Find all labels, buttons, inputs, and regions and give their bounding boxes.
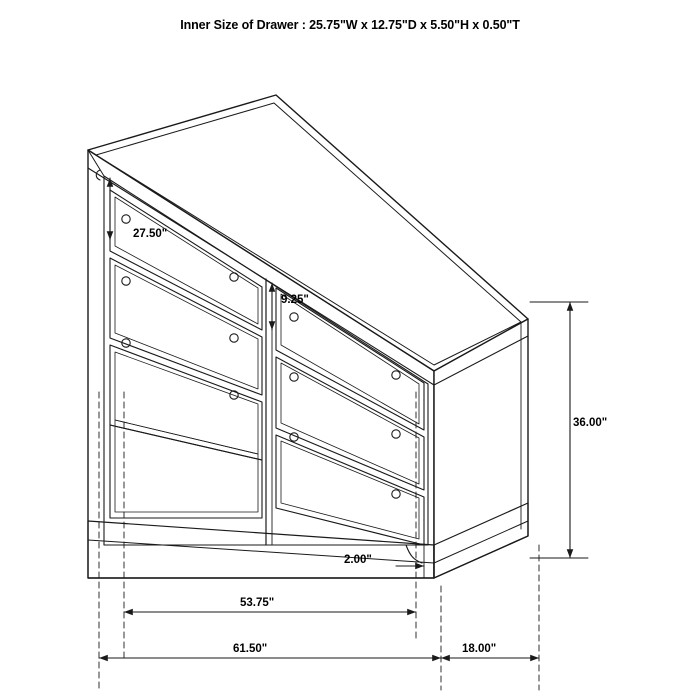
page-title: Inner Size of Drawer : 25.75"W x 12.75"D x 5.50"H x 0.50"T xyxy=(180,18,520,32)
dim-label-height: 36.00" xyxy=(573,417,608,429)
dim-label-case-width: 53.75" xyxy=(240,597,275,609)
height-extension-lines xyxy=(530,302,588,558)
dim-label-depth: 18.00" xyxy=(462,643,497,655)
dim-label-drawer-width: 27.50" xyxy=(133,228,168,240)
dim-label-drawer-small: 9.25" xyxy=(281,294,309,306)
dim-label-overall-width: 61.50" xyxy=(233,643,268,655)
dim-label-base-height: 2.00" xyxy=(344,554,372,566)
